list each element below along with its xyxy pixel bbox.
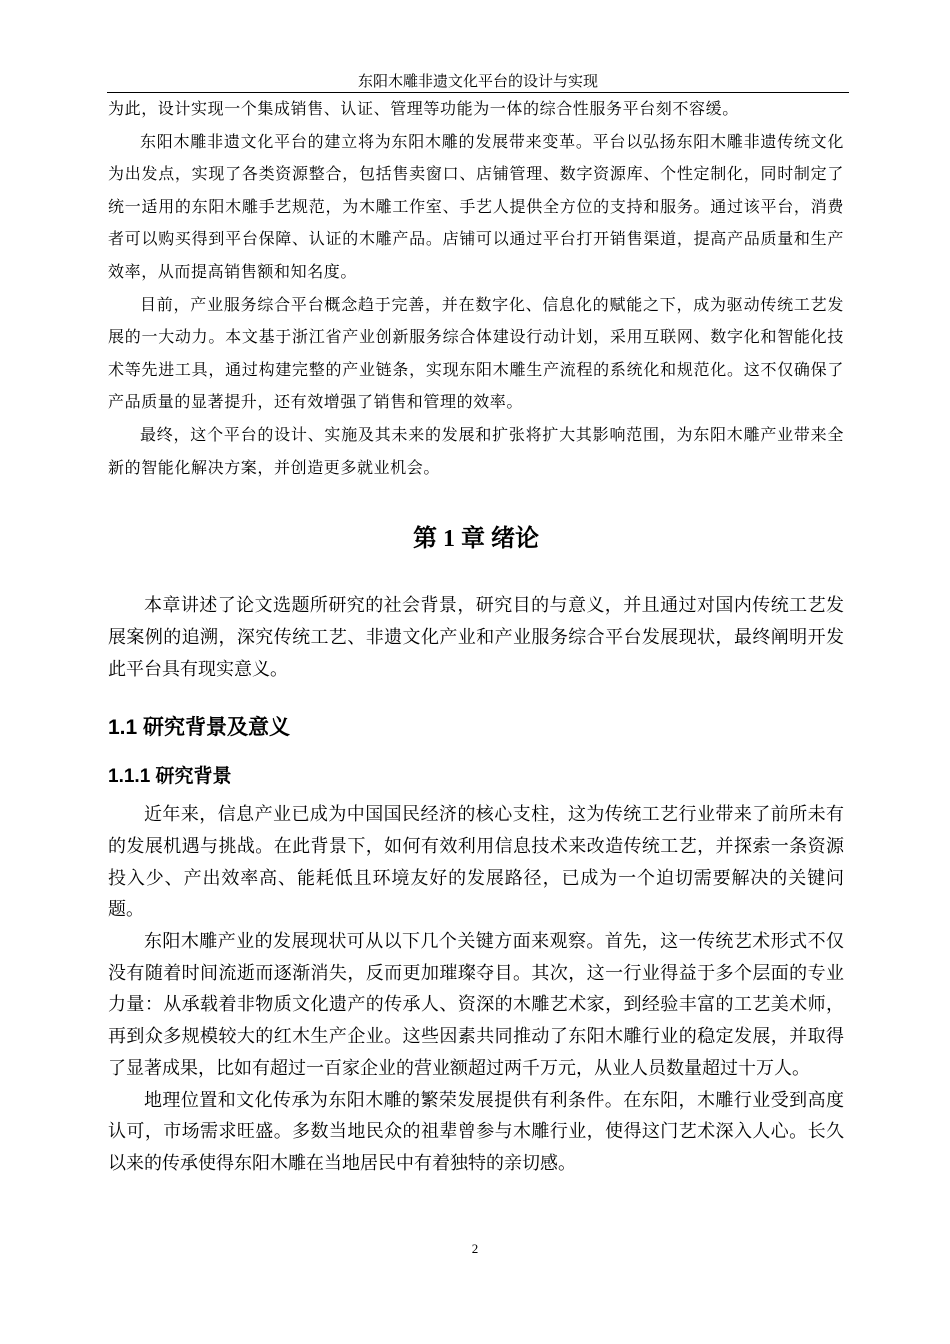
- page-number: 2: [471, 1241, 479, 1256]
- body-paragraph: 东阳木雕产业的发展现状可从以下几个关键方面来观察。首先，这一传统艺术形式不仅没有随着时间流逝而逐渐消失，反而更加璀璨夺目。其次，这一行业得益于多个层面的专业力量：从承载着非物质文化遗产的传承人、资深的木雕艺术家，到经验丰富的工艺美术师，再到众多规模较大的红木生产企业。这些因素共同推动了东阳木雕行业的稳定发展，并取得了显著成果，比如有超过一百家企业的营业额超过两千万元，从业人员数量超过十万人。: [108, 931, 844, 1078]
- page-content: [108, 93, 844, 1180]
- running-header: 东阳木雕非遗文化平台的设计与实现: [107, 70, 849, 93]
- chapter-title: 第 1 章 绪论: [413, 526, 539, 553]
- body-paragraph: 近年来，信息产业已成为中国国民经济的核心支柱，这为传统工艺行业带来了前所未有的发展机遇与挑战。在此背景下，如何有效利用信息技术来改造传统工艺，并探索一条资源投入少、产出效率高、能耗低且环境友好的发展路径，已成为一个迫切需要解决的关键问题。: [108, 804, 844, 920]
- body-paragraph: 地理位置和文化传承为东阳木雕的繁荣发展提供有利条件。在东阳，木雕行业受到高度认可，市场需求旺盛。多数当地民众的祖辈曾参与木雕行业，使得这门艺术深入人心。长久以来的传承使得东阳木雕在当地居民中有着独特的亲切感。: [108, 1089, 844, 1173]
- subsection-title: 1.1.1 研究背景: [108, 766, 232, 788]
- intro-paragraph: 为此，设计实现一个集成销售、认证、管理等功能为一体的综合性服务平台刻不容缓。: [108, 99, 739, 118]
- intro-paragraph: 目前，产业服务综合平台概念趋于完善，并在数字化、信息化的赋能之下，成为驱动传统工艺发展的一大动力。本文基于浙江省产业创新服务综合体建设行动计划，采用互联网、数字化和智能化技术等先进工具，通过构建完整的产业链条，实现东阳木雕生产流程的系统化和规范化。这不仅确保了产品质量的显著提升，还有效增强了销售和管理的效率。: [108, 294, 844, 412]
- section-title: 1.1 研究背景及意义: [108, 716, 291, 740]
- chapter-intro-paragraph: 本章讲述了论文选题所研究的社会背景，研究目的与意义，并且通过对国内传统工艺发展案例的追溯，深究传统工艺、非遗文化产业和产业服务综合平台发展现状，最终阐明开发此平台具有现实意义。: [108, 595, 844, 679]
- intro-paragraph: 最终，这个平台的设计、实施及其未来的发展和扩张将扩大其影响范围，为东阳木雕产业带来全新的智能化解决方案，并创造更多就业机会。: [108, 424, 844, 477]
- intro-paragraph: 东阳木雕非遗文化平台的建立将为东阳木雕的发展带来变革。平台以弘扬东阳木雕非遗传统文化为出发点，实现了各类资源整合，包括售卖窗口、店铺管理、数字资源库、个性定制化，同时制定了统一适用的东阳木雕手艺规范，为木雕工作室、手艺人提供全方位的支持和服务。通过该平台，消费者可以购买得到平台保障、认证的木雕产品。店铺可以通过平台打开销售渠道，提高产品质量和生产效率，从而提高销售额和知名度。: [108, 131, 844, 281]
